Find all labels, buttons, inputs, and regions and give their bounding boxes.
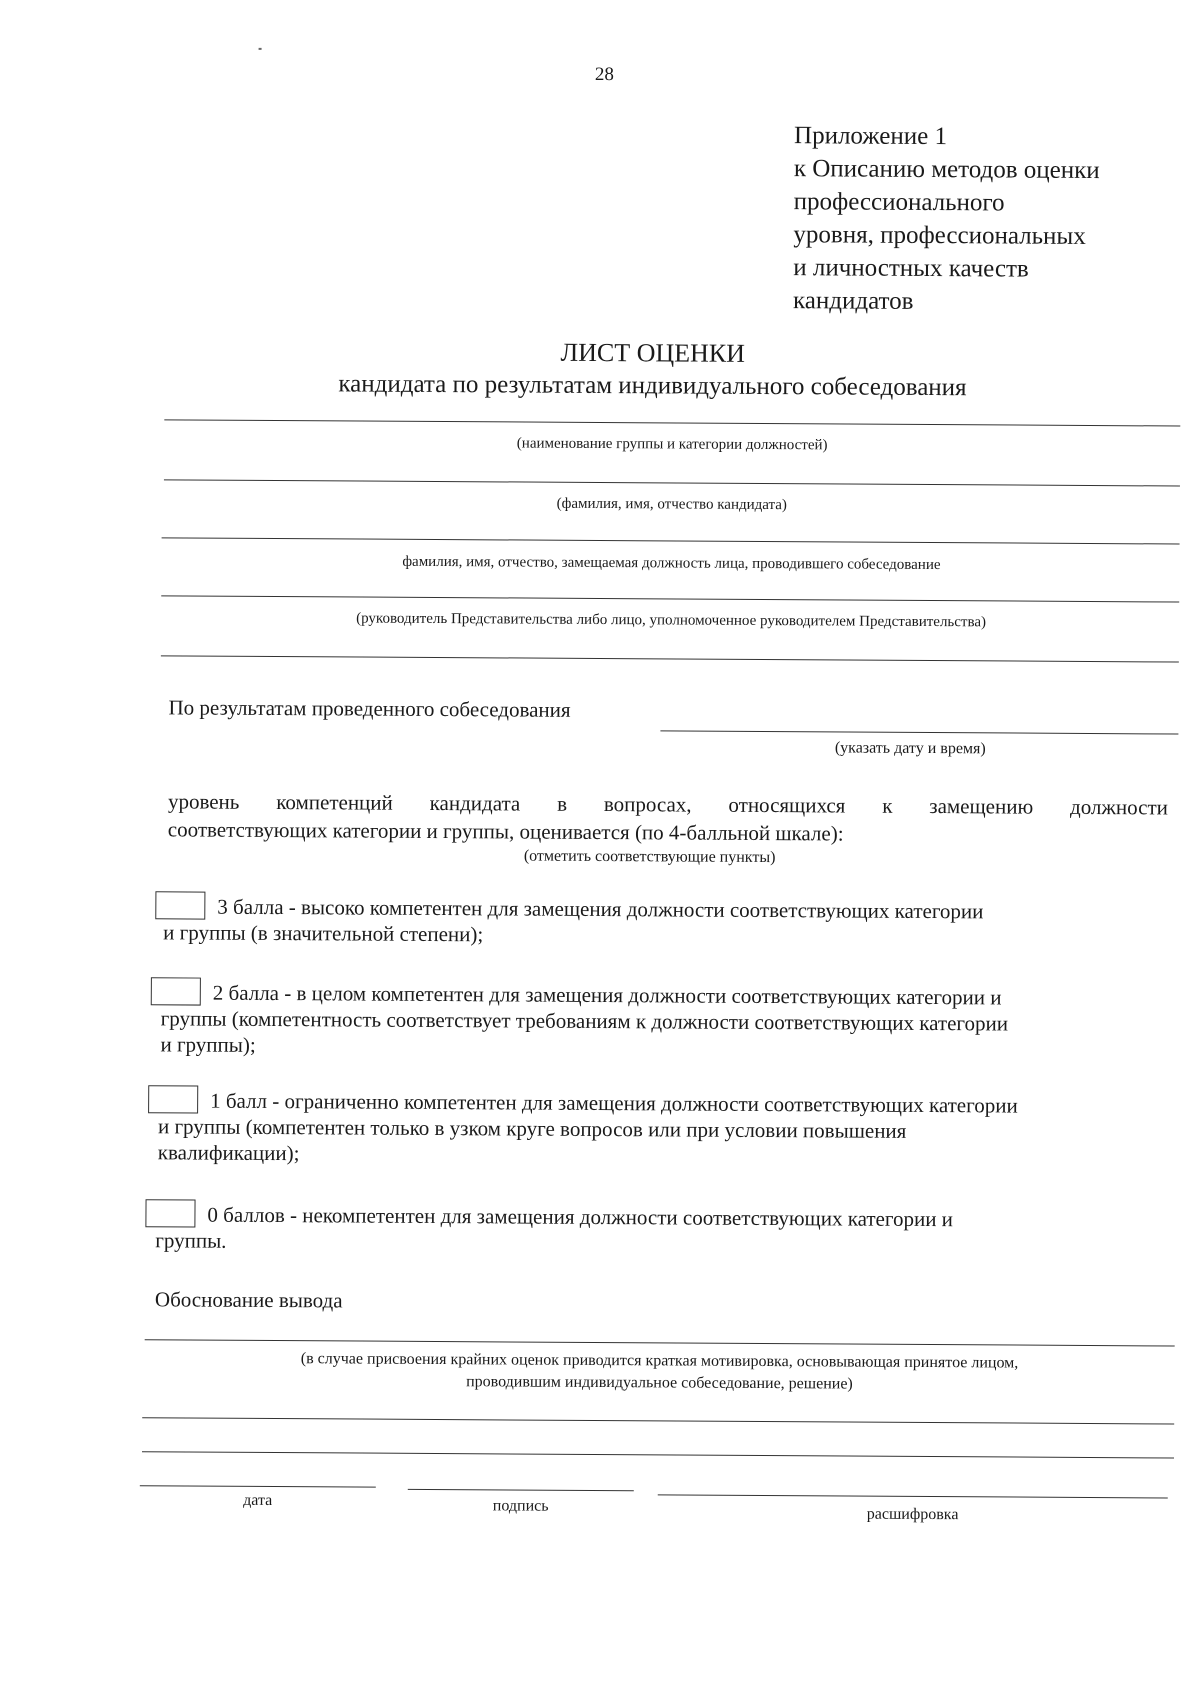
signature-caption: подпись [492, 1497, 549, 1515]
signature-fill-line[interactable] [408, 1489, 634, 1491]
appendix-line: Приложение 1 [793, 122, 948, 151]
level-line-2: соответствующих категории и группы, оценивается (по 4-балльной шкале): [167, 817, 844, 846]
option-0-line: 0 баллов - некомпетентен для замещения должности соответствующих категории и [207, 1202, 954, 1232]
date-fill-line[interactable] [140, 1485, 376, 1487]
page-number: 28 [594, 63, 614, 86]
appendix-line: профессионального [793, 188, 1005, 217]
option-3-line: 3 балла - высоко компетентен для замещения должности соответствующих категории [217, 894, 984, 924]
head-fill-line[interactable] [161, 595, 1179, 602]
option-1-line: 1 балл - ограниченно компетентен для замещения должности соответствующих категории [210, 1088, 1018, 1118]
interviewer-fill-line[interactable] [162, 537, 1180, 544]
date-time-fill-line[interactable] [660, 730, 1178, 734]
level-word: к [882, 793, 893, 818]
option-2-line: 2 балла - в целом компетентен для замещения должности соответствующих категории и [212, 980, 1002, 1010]
option-0-checkbox[interactable] [145, 1199, 195, 1227]
candidate-fill-line[interactable] [164, 479, 1180, 486]
level-word: компетенций [276, 790, 393, 815]
decoding-caption: расшифровка [866, 1505, 959, 1524]
appendix-line: кандидатов [792, 287, 914, 315]
justification-caption: (в случае присвоения крайних оценок приводится краткая мотивировка, основывающая принятое лицом, [300, 1350, 1019, 1372]
justification-caption: проводившим индивидуальное собеседование, решение) [466, 1373, 853, 1393]
option-1-line: и группы (компетентен только в узком круге вопросов или при условии повышения [157, 1114, 907, 1143]
option-3-checkbox[interactable] [155, 891, 205, 919]
candidate-caption: (фамилия, имя, отчество кандидата) [556, 495, 787, 514]
scan-speck [259, 48, 262, 50]
option-2-checkbox[interactable] [151, 977, 201, 1005]
justification-fill-line[interactable] [142, 1417, 1174, 1424]
option-1-line: квалификации); [157, 1140, 300, 1166]
appendix-line: к Описанию методов оценки [793, 155, 1100, 185]
date-time-caption: (указать дату и время) [834, 739, 986, 758]
justification-label: Обоснование вывода [154, 1287, 343, 1313]
appendix-line: и личностных качеств [793, 254, 1029, 283]
document-title: ЛИСТ ОЦЕНКИ [560, 337, 746, 368]
level-word: вопросах, [603, 792, 692, 817]
level-word: замещению [929, 794, 1034, 819]
head-caption: (руководитель Представительства либо лицо, уполномоченное руководителем Представительства) [356, 610, 987, 631]
date-caption: дата [243, 1491, 273, 1510]
interviewer-caption: фамилия, имя, отчество, замещаемая должность лица, проводившего собеседование [402, 553, 941, 574]
level-line-1 [168, 789, 1168, 820]
group-fill-line[interactable] [164, 419, 1180, 426]
document-subtitle: кандидата по результатам индивидуального собеседования [338, 370, 967, 402]
level-word: относящихся [728, 792, 846, 818]
option-2-line: и группы); [160, 1032, 256, 1057]
results-label: По результатам проведенного собеседования [168, 695, 571, 722]
level-word: уровень [167, 789, 240, 814]
justification-fill-line[interactable] [142, 1451, 1174, 1458]
group-caption: (наименование группы и категории должностей) [516, 435, 828, 454]
option-0-line: группы. [155, 1228, 227, 1253]
option-1-checkbox[interactable] [148, 1085, 198, 1113]
appendix-heading [793, 119, 1194, 319]
level-word: должности [1069, 794, 1169, 820]
justification-fill-line[interactable] [145, 1339, 1175, 1346]
option-2-line: группы (компетентность соответствует требованиям к должности соответствующих категории [160, 1006, 1009, 1036]
level-word: кандидата [429, 790, 521, 816]
appendix-line: уровня, профессиональных [793, 221, 1086, 250]
option-3-line: и группы (в значительной степени); [163, 920, 484, 947]
decoding-fill-line[interactable] [658, 1494, 1168, 1498]
extra-fill-line[interactable] [161, 655, 1179, 662]
mark-caption: (отметить соответствующие пункты) [523, 847, 776, 867]
level-word: в [557, 791, 568, 816]
